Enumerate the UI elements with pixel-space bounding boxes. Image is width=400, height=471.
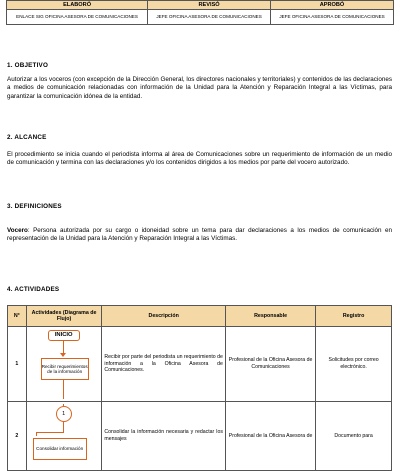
approval-header-reviso: REVISÓ [148,1,271,10]
flow-connector-circle: 1 [56,406,72,422]
activity-resp: Profesional de la Oficina Asesora de [225,402,315,471]
activities-header-resp: Responsable [225,306,315,327]
activity-desc: Consolidar la información necesaria y redactar los mensajes [102,402,226,471]
activities-header-row [8,306,392,327]
alcance-text: El procedimiento se inicia cuando el periodista informa al área de Comunicaciones sobre un requerimiento de información de un medio de comunicación y termina con las declaraciones y/o los contenidos dirigidos a los medios por parte del vocero autorizado. [7,151,392,167]
approval-header-row [7,1,394,10]
definicion-term: Vocero [7,227,28,234]
activity-num: 2 [8,402,27,471]
activity-row [8,402,392,471]
approval-role-row [7,10,394,25]
flow-cell [26,402,102,471]
activity-row [8,327,392,402]
activities-header-flow: Actividades (Diagrama de Flujo) [26,306,102,327]
objetivo-heading: 1. OBJETIVO [7,62,49,69]
alcance-heading: 2. ALCANCE [7,134,47,141]
flow-diagram [29,329,100,399]
flow-line [36,432,64,433]
flow-line [63,379,64,399]
activity-reg: Solicitudes por correo electrónico. [316,327,392,402]
activities-table [7,305,392,471]
approval-table [6,0,394,25]
flow-start-terminator: INICIO [48,330,80,341]
approval-role-elaboro: ENLACE SIG OFICINA ASESORA DE COMUNICACIONES [7,10,148,25]
flow-line [63,422,64,432]
approval-header-elaboro: ELABORÓ [7,1,148,10]
flow-cell [26,327,102,402]
activity-resp: Profesional de la Oficina Asesora de Comunicaciones [225,327,315,402]
flow-arrow-icon [60,353,66,357]
definiciones-heading: 3. DEFINICIONES [7,203,62,210]
definicion-text: : Persona autorizada por su cargo o idoneidad sobre un tema para dar declaraciones a los medios de comunicación en representación de la Unidad para la Atención y Reparación Integral a las Víctimas. [7,227,392,243]
activity-num: 1 [8,327,27,402]
activities-header-desc: Descripción [102,306,226,327]
approval-header-aprobo: APROBÓ [271,1,394,10]
flow-process-box: Recibir requerimientos de la información [41,358,89,380]
objetivo-text: Autorizar a los voceros (con excepción de la Dirección General, los directores nacionales y territoriales) y contenidos de las declaraciones a medios de comunicación relacionadas con información de la Unidad para la Atención y Reparación Integral a las Víctimas, para garantizar la comunicación idónea de la entidad. [7,76,392,100]
flow-process-box: Consolidar información [33,438,87,460]
approval-role-aprobo: JEFE OFICINA ASESORA DE COMUNICACIONES [271,10,394,25]
activity-desc: Recibir por parte del periodista un requerimiento de información a la Oficina Asesora de Comunicaciones. [102,327,226,402]
activities-header-reg: Registro [316,306,392,327]
flow-line [36,432,37,436]
activities-header-num: N° [8,306,27,327]
flow-diagram [29,404,100,468]
flow-line [63,340,64,354]
definicion-vocero [7,227,392,244]
activity-reg: Documento para [316,402,392,471]
actividades-heading: 4. ACTIVIDADES [7,286,60,293]
approval-role-reviso: JEFE OFICINA ASESORA DE COMUNICACIONES [148,10,271,25]
